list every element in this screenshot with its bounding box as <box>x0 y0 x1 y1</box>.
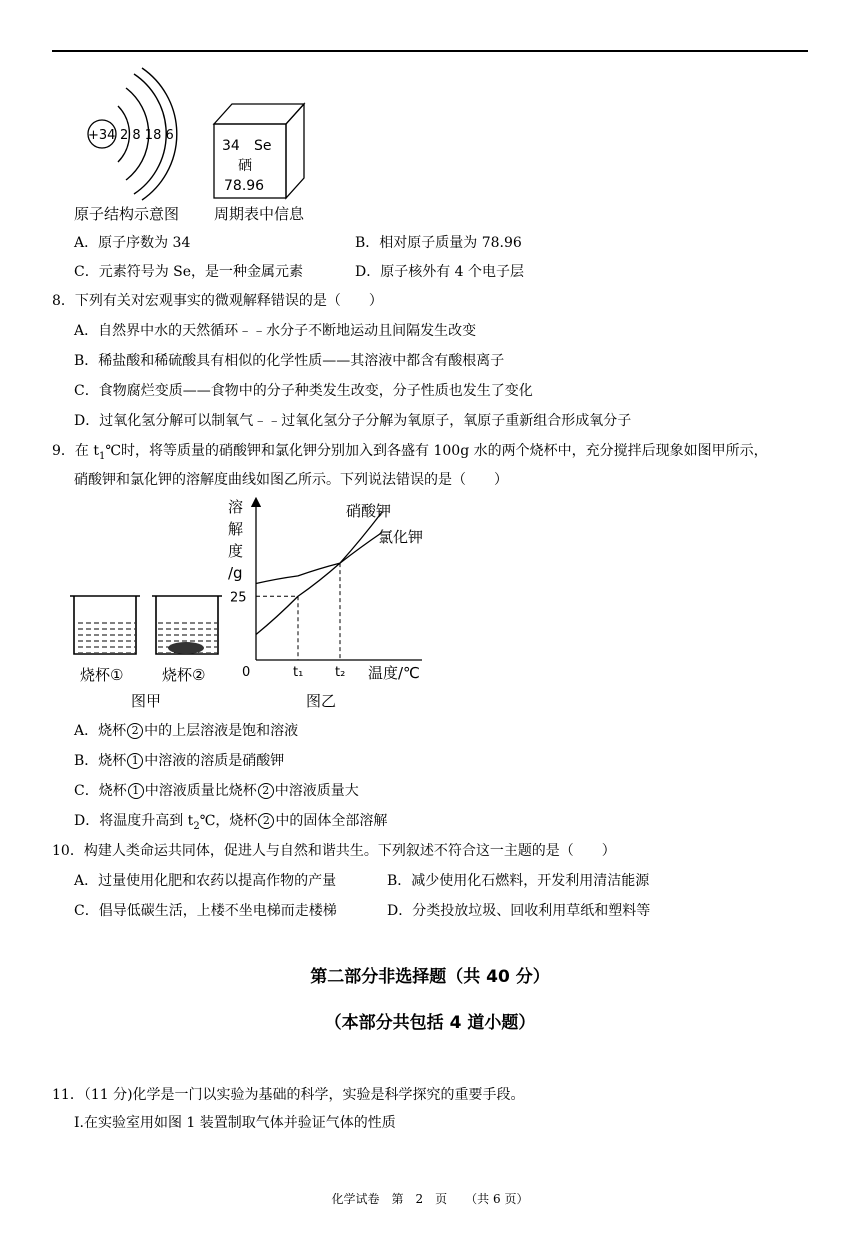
q9-option-b: B．烧杯 1 中溶液的溶质是硝酸钾 <box>74 753 285 769</box>
x-tick-t1: t₁ <box>293 665 304 680</box>
beaker-1 <box>70 596 140 654</box>
cell-top-face <box>214 104 304 124</box>
q8-option-c: C．食物腐烂变质——食物中的分子种类发生改变，分子性质也发生了变化 <box>74 383 533 399</box>
solubility-chart <box>222 494 432 688</box>
y-label-char: 度 <box>228 542 244 560</box>
caption-periodic-cell: 周期表中信息 <box>214 205 305 223</box>
undissolved-solid <box>168 642 204 654</box>
q10-option-a: A．过量使用化肥和农药以提高作物的产量 <box>74 873 337 889</box>
q7-option-d: D．原子核外有 4 个电子层 <box>355 264 525 280</box>
q7-option-c: C．元素符号为 Se，是一种金属元素 <box>74 264 304 280</box>
q8-option-b: B．稀盐酸和稀硫酸具有相似的化学性质——其溶液中都含有酸根离子 <box>74 353 505 369</box>
caption-figure-jia: 图甲 <box>131 692 162 710</box>
caption-atom-structure: 原子结构示意图 <box>74 205 180 223</box>
circled-2: 2 <box>258 813 274 829</box>
q10-option-d: D．分类投放垃圾、回收利用草纸和塑料等 <box>387 903 651 919</box>
cell-side-face <box>286 104 304 198</box>
q7-option-b: B．相对原子质量为 78.96 <box>355 235 522 251</box>
q10-stem: 10．构建人类命运共同体，促进人与自然和谐共生。下列叙述不符合这一主题的是（ ） <box>52 843 616 859</box>
cell-symbol: Se <box>254 138 272 154</box>
y-axis-label <box>228 498 243 582</box>
beaker-2 <box>152 596 222 654</box>
q10-option-b: B．减少使用化石燃料，开发利用清洁能源 <box>387 873 650 889</box>
q7-option-a: A．原子序数为 34 <box>74 235 191 251</box>
q8-stem: 8．下列有关对宏观事实的微观解释错误的是（ ） <box>52 293 383 309</box>
page-footer: 化学试卷 第 2 页 （共 6 页） <box>331 1192 529 1206</box>
q8-option-a: A．自然界中水的天然循环﹣﹣水分子不断地运动且间隔发生改变 <box>74 323 477 339</box>
caption-figure-yi: 图乙 <box>306 692 337 710</box>
series-curve-2 <box>256 533 382 584</box>
q9-stem-line1: 9．在 $t_1℃$时，将等质量的硝酸钾和氯化钾分别加入到各盛有 100g 水的两个烧杯中，充分搅拌后现象如图甲所示， <box>52 443 768 462</box>
circled-1: 1 <box>128 783 144 799</box>
q9-option-c: C．烧杯 1 中溶液质量比烧杯 2 中溶液质量大 <box>74 783 359 799</box>
q9-option-a: A．烧杯 2 中的上层溶液是饱和溶液 <box>74 723 299 739</box>
series-label-1: 硝酸钾 <box>346 502 392 520</box>
q8-option-d: D．过氧化氢分解可以制氧气﹣﹣过氧化氢分子分解为氧原子，氧原子重新组合形成氧分子 <box>74 413 632 429</box>
x-axis-label: 温度/℃ <box>368 664 420 682</box>
nucleus-label: +34 <box>88 128 116 143</box>
origin-label: 0 <box>242 665 251 680</box>
cell-atomic-mass: 78.96 <box>224 178 265 194</box>
q10-option-c: C．倡导低碳生活，上楼不坐电梯而走楼梯 <box>74 903 337 919</box>
y-tick-25: 25 <box>230 590 247 606</box>
cell-name: 硒 <box>238 158 252 174</box>
beaker-2-label: 烧杯② <box>162 666 206 684</box>
q9-stem-line2: 硝酸钾和氯化钾的溶解度曲线如图乙所示。下列说法错误的是（ ） <box>74 472 508 488</box>
circled-2: 2 <box>127 723 143 739</box>
part2-subtitle: （本部分共包括 4 道小题） <box>324 1013 536 1033</box>
periodic-cell-diagram <box>208 100 308 202</box>
q11-stem: 11．（11 分)化学是一门以实验为基础的科学，实验是科学探究的重要手段。 <box>52 1087 525 1103</box>
y-label-char: 溶 <box>228 498 244 516</box>
header-rule <box>52 50 808 52</box>
y-label-char: 解 <box>228 520 244 538</box>
circled-2: 2 <box>258 783 274 799</box>
q9-option-d: D．将温度升高到 $t_2℃$，烧杯 2 中的固体全部溶解 <box>74 813 388 832</box>
series-curve-1 <box>256 512 382 634</box>
atom-structure-diagram <box>80 66 190 206</box>
y-label-char: /g <box>228 564 243 582</box>
shell-counts: 2 8 18 6 <box>120 128 174 143</box>
beaker-1-label: 烧杯① <box>80 666 124 684</box>
x-tick-t2: t₂ <box>335 665 346 680</box>
series-label-2: 氯化钾 <box>378 528 424 546</box>
circled-1: 1 <box>127 753 143 769</box>
q11-part1: Ⅰ.在实验室用如图 1 装置制取气体并验证气体的性质 <box>74 1115 396 1131</box>
part2-title: 第二部分非选择题（共 40 分） <box>310 967 550 987</box>
cell-atomic-number: 34 <box>222 138 240 154</box>
